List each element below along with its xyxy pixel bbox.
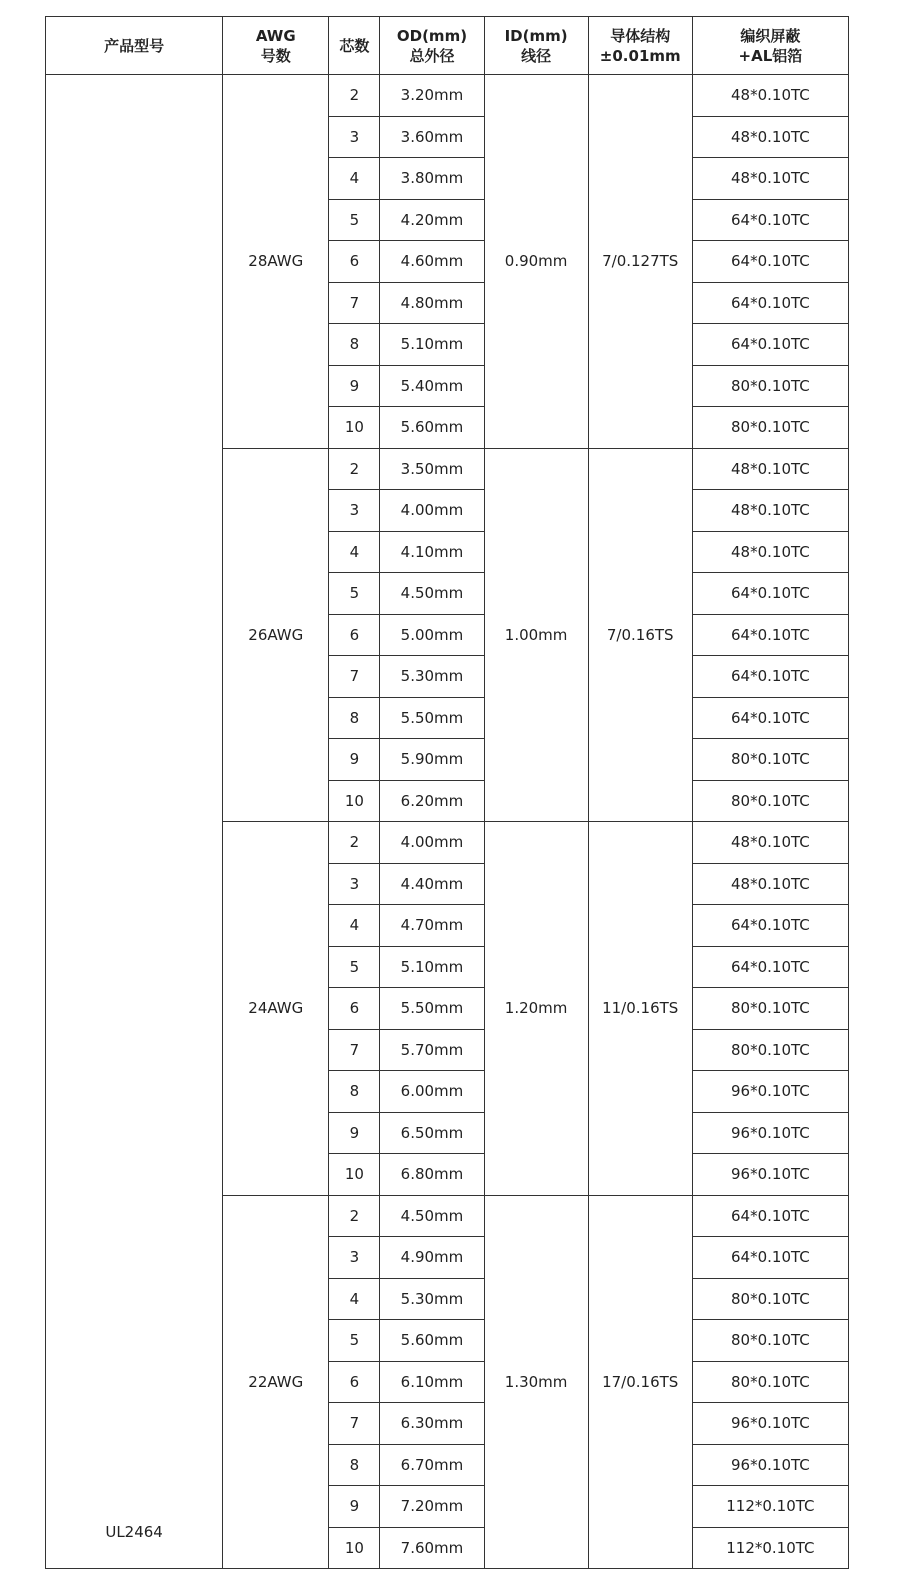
header-model-line: 产品型号 bbox=[104, 36, 165, 55]
cores-cell: 9 bbox=[329, 1486, 380, 1528]
table-header-row bbox=[46, 17, 849, 75]
cores-cell: 5 bbox=[329, 573, 380, 615]
cores-cell: 10 bbox=[329, 1527, 380, 1569]
od-cell: 5.30mm bbox=[380, 1278, 484, 1320]
header-awg-line: AWG bbox=[255, 26, 296, 45]
shield-cell: 80*0.10TC bbox=[692, 407, 848, 449]
shield-cell: 48*0.10TC bbox=[692, 448, 848, 490]
cores-cell: 3 bbox=[329, 116, 380, 158]
od-cell: 4.00mm bbox=[380, 490, 484, 532]
cores-cell: 9 bbox=[329, 739, 380, 781]
cores-cell: 4 bbox=[329, 158, 380, 200]
shield-cell: 96*0.10TC bbox=[692, 1444, 848, 1486]
header-conductor-line: 导体结构 bbox=[610, 26, 671, 45]
awg-cell: 24AWG bbox=[223, 822, 329, 1196]
cores-cell: 2 bbox=[329, 448, 380, 490]
header-shield-line: +AL铝箔 bbox=[738, 46, 803, 65]
header-od-line: OD(mm) bbox=[396, 26, 468, 45]
header-id-line: ID(mm) bbox=[504, 26, 568, 45]
product-model-cell: UL2464 bbox=[46, 75, 223, 1569]
shield-cell: 64*0.10TC bbox=[692, 946, 848, 988]
od-cell: 3.50mm bbox=[380, 448, 484, 490]
shield-cell: 48*0.10TC bbox=[692, 822, 848, 864]
od-cell: 5.50mm bbox=[380, 988, 484, 1030]
cores-cell: 6 bbox=[329, 614, 380, 656]
shield-cell: 80*0.10TC bbox=[692, 780, 848, 822]
od-cell: 5.60mm bbox=[380, 407, 484, 449]
awg-cell: 26AWG bbox=[223, 448, 329, 822]
shield-cell: 96*0.10TC bbox=[692, 1071, 848, 1113]
conductor-cell: 17/0.16TS bbox=[588, 1195, 692, 1569]
conductor-cell: 11/0.16TS bbox=[588, 822, 692, 1196]
cores-cell: 2 bbox=[329, 75, 380, 117]
od-cell: 4.50mm bbox=[380, 573, 484, 615]
shield-cell: 64*0.10TC bbox=[692, 199, 848, 241]
header-id bbox=[484, 17, 588, 75]
shield-cell: 112*0.10TC bbox=[692, 1527, 848, 1569]
header-id-line: 线径 bbox=[521, 46, 552, 65]
shield-cell: 48*0.10TC bbox=[692, 158, 848, 200]
cores-cell: 3 bbox=[329, 1237, 380, 1279]
shield-cell: 80*0.10TC bbox=[692, 1320, 848, 1362]
table-body bbox=[46, 75, 849, 1569]
od-cell: 4.10mm bbox=[380, 531, 484, 573]
od-cell: 6.80mm bbox=[380, 1154, 484, 1196]
header-od-line: 总外径 bbox=[409, 46, 455, 65]
od-cell: 5.90mm bbox=[380, 739, 484, 781]
od-cell: 4.80mm bbox=[380, 282, 484, 324]
od-cell: 5.40mm bbox=[380, 365, 484, 407]
cores-cell: 5 bbox=[329, 1320, 380, 1362]
cores-cell: 9 bbox=[329, 1112, 380, 1154]
cores-cell: 10 bbox=[329, 407, 380, 449]
shield-cell: 112*0.10TC bbox=[692, 1486, 848, 1528]
od-cell: 6.30mm bbox=[380, 1403, 484, 1445]
shield-cell: 64*0.10TC bbox=[692, 614, 848, 656]
od-cell: 3.60mm bbox=[380, 116, 484, 158]
cores-cell: 7 bbox=[329, 1029, 380, 1071]
od-cell: 4.70mm bbox=[380, 905, 484, 947]
shield-cell: 48*0.10TC bbox=[692, 531, 848, 573]
od-cell: 7.20mm bbox=[380, 1486, 484, 1528]
awg-cell: 22AWG bbox=[223, 1195, 329, 1569]
od-cell: 4.90mm bbox=[380, 1237, 484, 1279]
cores-cell: 8 bbox=[329, 1071, 380, 1113]
od-cell: 4.60mm bbox=[380, 241, 484, 283]
header-conductor bbox=[588, 17, 692, 75]
shield-cell: 80*0.10TC bbox=[692, 1361, 848, 1403]
od-cell: 3.20mm bbox=[380, 75, 484, 117]
conductor-cell: 7/0.127TS bbox=[588, 75, 692, 449]
shield-cell: 64*0.10TC bbox=[692, 573, 848, 615]
od-cell: 4.00mm bbox=[380, 822, 484, 864]
shield-cell: 64*0.10TC bbox=[692, 1237, 848, 1279]
od-cell: 5.50mm bbox=[380, 697, 484, 739]
header-cores-line: 芯数 bbox=[339, 36, 370, 55]
shield-cell: 80*0.10TC bbox=[692, 739, 848, 781]
cores-cell: 8 bbox=[329, 324, 380, 366]
cores-cell: 4 bbox=[329, 905, 380, 947]
cores-cell: 6 bbox=[329, 241, 380, 283]
header-shield bbox=[692, 17, 848, 75]
shield-cell: 48*0.10TC bbox=[692, 863, 848, 905]
shield-cell: 48*0.10TC bbox=[692, 75, 848, 117]
od-cell: 4.20mm bbox=[380, 199, 484, 241]
shield-cell: 64*0.10TC bbox=[692, 241, 848, 283]
header-shield-line: 编织屏蔽 bbox=[740, 26, 801, 45]
id-cell: 1.30mm bbox=[484, 1195, 588, 1569]
od-cell: 5.60mm bbox=[380, 1320, 484, 1362]
cores-cell: 7 bbox=[329, 656, 380, 698]
od-cell: 4.50mm bbox=[380, 1195, 484, 1237]
od-cell: 3.80mm bbox=[380, 158, 484, 200]
shield-cell: 80*0.10TC bbox=[692, 365, 848, 407]
header-awg-line: 号数 bbox=[260, 46, 291, 65]
id-cell: 1.20mm bbox=[484, 822, 588, 1196]
shield-cell: 64*0.10TC bbox=[692, 697, 848, 739]
shield-cell: 64*0.10TC bbox=[692, 1195, 848, 1237]
cores-cell: 10 bbox=[329, 780, 380, 822]
cores-cell: 5 bbox=[329, 946, 380, 988]
id-cell: 0.90mm bbox=[484, 75, 588, 449]
od-cell: 7.60mm bbox=[380, 1527, 484, 1569]
od-cell: 5.00mm bbox=[380, 614, 484, 656]
shield-cell: 80*0.10TC bbox=[692, 1029, 848, 1071]
od-cell: 6.10mm bbox=[380, 1361, 484, 1403]
shield-cell: 96*0.10TC bbox=[692, 1403, 848, 1445]
od-cell: 6.70mm bbox=[380, 1444, 484, 1486]
header-awg bbox=[223, 17, 329, 75]
cores-cell: 7 bbox=[329, 1403, 380, 1445]
header-cores bbox=[329, 17, 380, 75]
od-cell: 6.50mm bbox=[380, 1112, 484, 1154]
table-row bbox=[46, 75, 849, 117]
od-cell: 4.40mm bbox=[380, 863, 484, 905]
id-cell: 1.00mm bbox=[484, 448, 588, 822]
od-cell: 5.70mm bbox=[380, 1029, 484, 1071]
cores-cell: 4 bbox=[329, 531, 380, 573]
shield-cell: 64*0.10TC bbox=[692, 282, 848, 324]
od-cell: 6.20mm bbox=[380, 780, 484, 822]
shield-cell: 80*0.10TC bbox=[692, 1278, 848, 1320]
awg-cell: 28AWG bbox=[223, 75, 329, 449]
cores-cell: 2 bbox=[329, 822, 380, 864]
od-cell: 6.00mm bbox=[380, 1071, 484, 1113]
shield-cell: 64*0.10TC bbox=[692, 656, 848, 698]
shield-cell: 64*0.10TC bbox=[692, 905, 848, 947]
cores-cell: 3 bbox=[329, 490, 380, 532]
header-model bbox=[46, 17, 223, 75]
shield-cell: 48*0.10TC bbox=[692, 116, 848, 158]
cores-cell: 2 bbox=[329, 1195, 380, 1237]
cores-cell: 6 bbox=[329, 988, 380, 1030]
shield-cell: 64*0.10TC bbox=[692, 324, 848, 366]
shield-cell: 48*0.10TC bbox=[692, 490, 848, 532]
header-conductor-line: ±0.01mm bbox=[599, 46, 681, 65]
od-cell: 5.30mm bbox=[380, 656, 484, 698]
header-od bbox=[380, 17, 484, 75]
cores-cell: 9 bbox=[329, 365, 380, 407]
cores-cell: 3 bbox=[329, 863, 380, 905]
od-cell: 5.10mm bbox=[380, 324, 484, 366]
cores-cell: 4 bbox=[329, 1278, 380, 1320]
cores-cell: 8 bbox=[329, 697, 380, 739]
cores-cell: 6 bbox=[329, 1361, 380, 1403]
shield-cell: 96*0.10TC bbox=[692, 1154, 848, 1196]
conductor-cell: 7/0.16TS bbox=[588, 448, 692, 822]
cores-cell: 7 bbox=[329, 282, 380, 324]
cores-cell: 10 bbox=[329, 1154, 380, 1196]
shield-cell: 80*0.10TC bbox=[692, 988, 848, 1030]
cores-cell: 8 bbox=[329, 1444, 380, 1486]
od-cell: 5.10mm bbox=[380, 946, 484, 988]
cores-cell: 5 bbox=[329, 199, 380, 241]
cable-spec-table bbox=[45, 16, 849, 1569]
shield-cell: 96*0.10TC bbox=[692, 1112, 848, 1154]
